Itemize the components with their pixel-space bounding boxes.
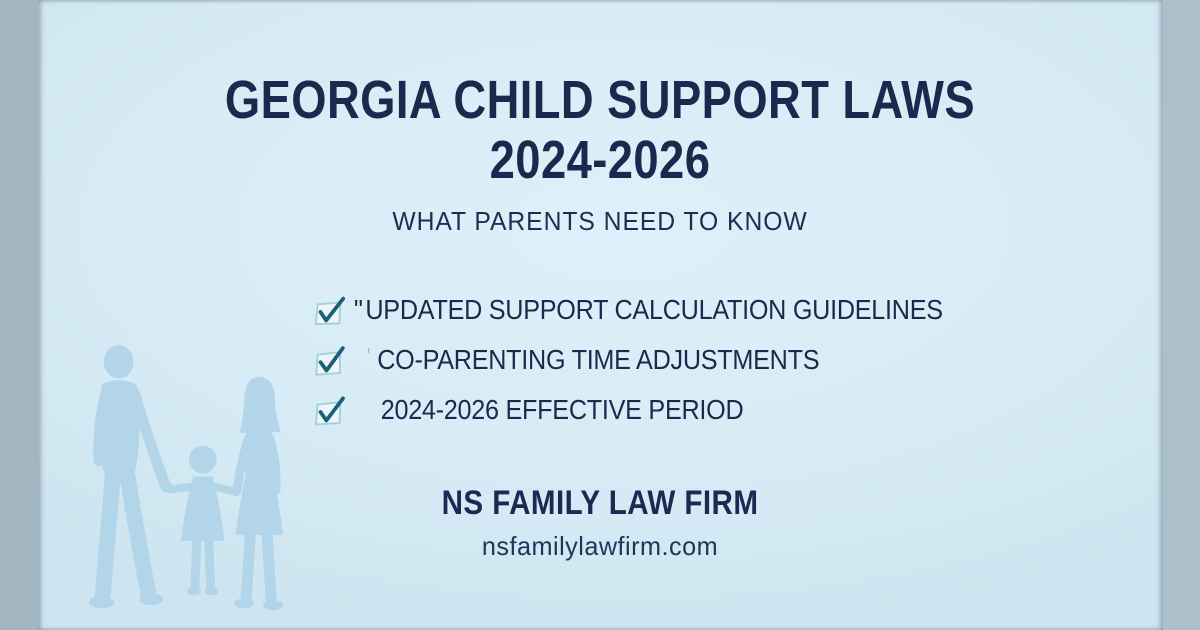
checklist-item-label: 2024-2026 EFFECTIVE PERIOD bbox=[380, 394, 744, 425]
family-silhouette bbox=[62, 340, 300, 622]
page-title bbox=[96, 70, 1104, 190]
checklist-item-label: UPDATED SUPPORT CALCULATION GUIDELINES bbox=[365, 294, 943, 325]
checklist-item bbox=[311, 385, 1008, 435]
stray-quote-mark: " bbox=[354, 294, 363, 325]
title-line-2: 2024-2026 bbox=[489, 130, 711, 190]
stray-tick-mark: ' bbox=[367, 346, 370, 367]
check-icon bbox=[310, 341, 347, 378]
title-line-1: GEORGIA CHILD SUPPORT LAWS bbox=[224, 70, 976, 130]
checklist-item bbox=[311, 335, 1008, 385]
checklist-item bbox=[311, 285, 1008, 335]
check-icon bbox=[311, 292, 347, 328]
check-icon bbox=[311, 392, 348, 429]
page-subtitle: WHAT PARENTS NEED TO KNOW bbox=[392, 206, 808, 236]
checklist bbox=[311, 285, 1008, 435]
brand-name: NS FAMILY LAW FIRM bbox=[441, 484, 759, 522]
checklist-item-label: CO-PARENTING TIME ADJUSTMENTS bbox=[377, 344, 820, 375]
website-url: nsfamilylawfirm.com bbox=[481, 531, 719, 561]
